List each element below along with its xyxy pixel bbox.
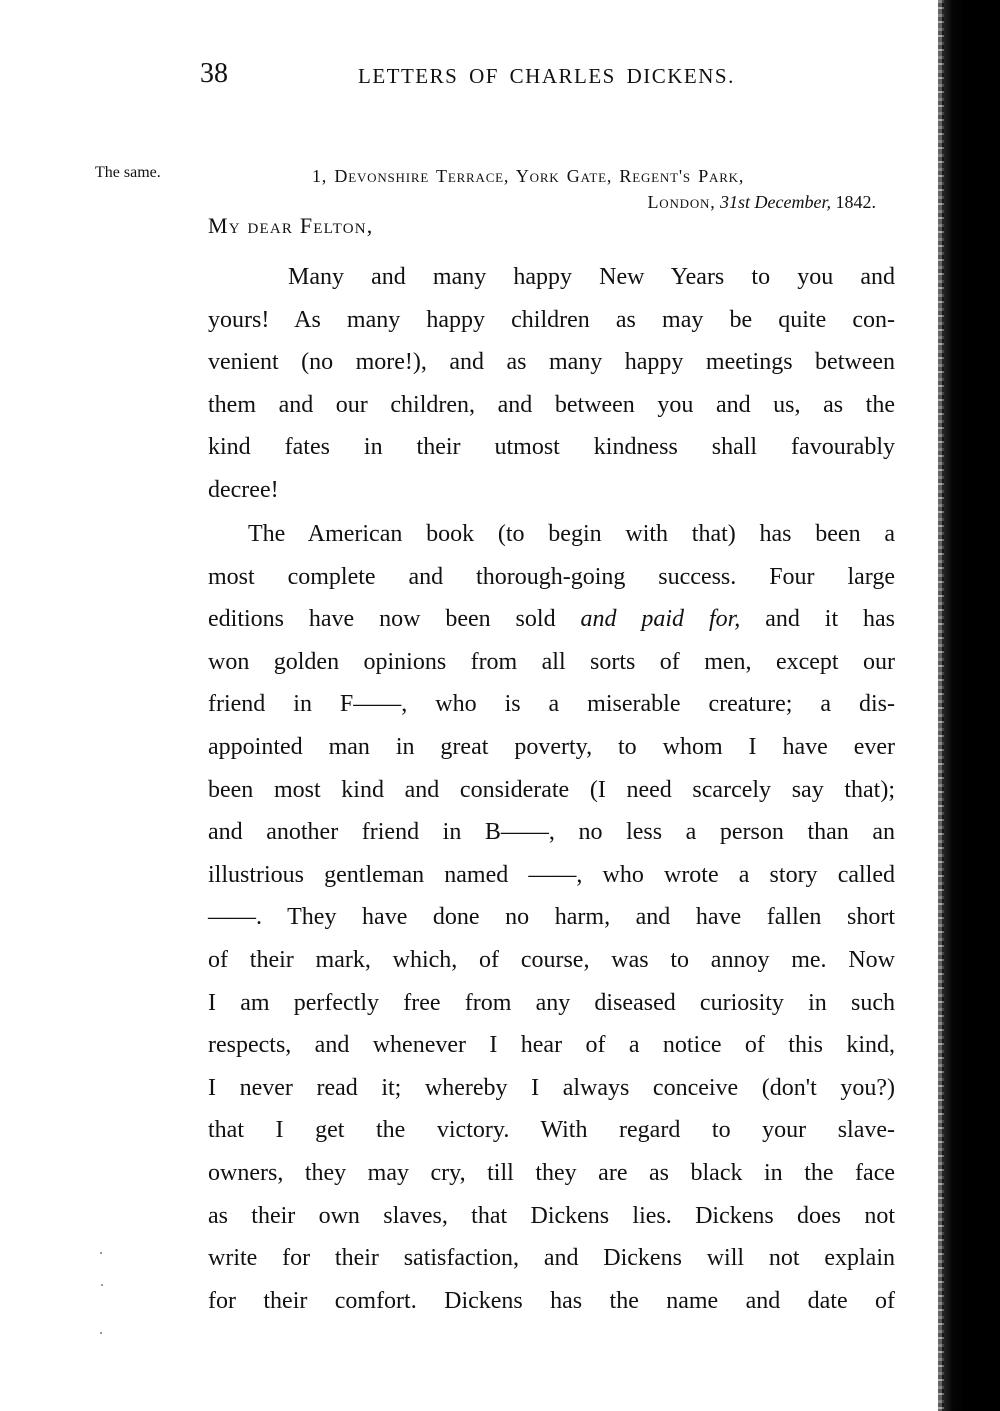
address-line-2 — [647, 192, 876, 213]
margin-note: The same. — [95, 164, 161, 181]
paragraph-1 — [208, 256, 895, 512]
text-line: won golden opinions from all sorts of men, except our — [208, 648, 895, 675]
text-line: owners, they may cry, till they are as black in the face — [208, 1159, 895, 1186]
address-place: London, — [647, 192, 716, 212]
italic-phrase: and paid for, — [580, 606, 741, 633]
text-line: kind fates in their utmost kindness shall favourably — [208, 434, 895, 461]
salutation: My dear Felton, — [208, 213, 374, 238]
text-line: most complete and thorough-going success. Four large — [208, 563, 895, 590]
text-line: and another friend in B——, no less a person than an — [208, 819, 895, 846]
text-line: respects, and whenever I hear of a notice of this kind, — [208, 1032, 895, 1059]
address-date: 31st December, — [720, 192, 831, 212]
text-line: been most kind and considerate (I need scarcely say that); — [208, 776, 895, 803]
text-line: friend in F——, who is a miserable creature; a dis- — [208, 691, 895, 718]
text-line: I am perfectly free from any diseased curiosity in such — [208, 989, 895, 1016]
page-number: 38 — [200, 58, 228, 89]
text-line: ——. They have done no harm, and have fallen short — [208, 904, 895, 931]
text-line: write for their satisfaction, and Dickens will not explain — [208, 1245, 895, 1272]
text-line: that I get the victory. With regard to your slave- — [208, 1117, 895, 1144]
text-line-mixed — [208, 598, 895, 641]
text-segment: and it has — [765, 606, 896, 633]
speck — [100, 1252, 102, 1254]
text-line: of their mark, which, of course, was to annoy me. Now — [208, 946, 895, 973]
text-line: illustrious gentleman named ——, who wrote a story called — [208, 861, 895, 888]
address-year: 1842. — [835, 192, 876, 212]
text-line: The American book (to begin with that) has been a — [248, 521, 895, 547]
text-segment: editions have now been sold — [208, 606, 556, 633]
text-line: as their own slaves, that Dickens lies. Dickens does not — [208, 1202, 895, 1229]
text-line: for their comfort. Dickens has the name and date of — [208, 1287, 895, 1314]
text-line: venient (no more!), and as many happy meetings between — [208, 349, 895, 376]
text-line: I never read it; whereby I always conceive (don't you?) — [208, 1074, 895, 1101]
text-line: yours! As many happy children as may be quite con- — [208, 306, 895, 333]
scan-edge-shadow — [942, 0, 1000, 1411]
running-title: LETTERS OF CHARLES DICKENS. — [358, 64, 735, 88]
text-line: appointed man in great poverty, to whom I have ever — [208, 733, 895, 760]
text-line: them and our children, and between you and us, as the — [208, 391, 895, 418]
address-line-1: 1, Devonshire Terrace, York Gate, Regent's Park, — [312, 166, 745, 186]
speck — [100, 1332, 102, 1334]
paragraph-2 — [208, 513, 895, 1322]
speck — [101, 1284, 103, 1286]
text-line: Many and many happy New Years to you and — [288, 264, 895, 290]
text-line: decree! — [208, 476, 279, 503]
